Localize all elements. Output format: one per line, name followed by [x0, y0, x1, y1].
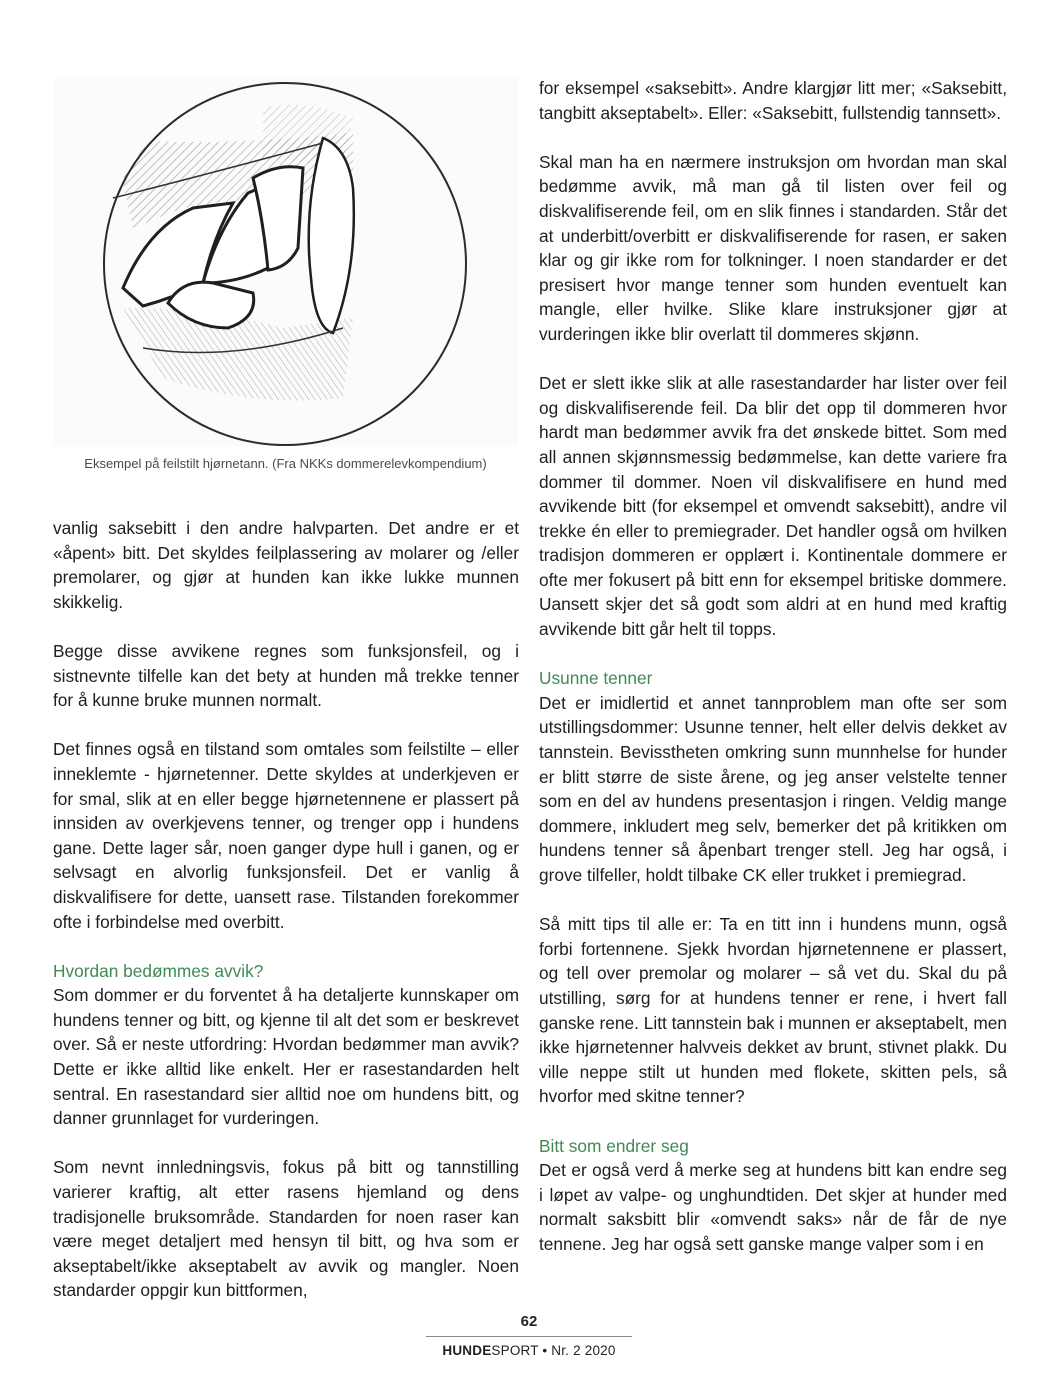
left-paragraph-2: Begge disse avvikene regnes som funksjonsfeil, og i sistnevnte tilfelle kan det bety at hunden må trekke tenner for å kunne bruke munnen normalt. — [53, 640, 519, 711]
right-paragraph-6: Det er også verd å merke seg at hundens bitt kan endre seg i løpet av valpe- og unghundtiden. Det skjer at hunder med normalt saksbitt blir «omvendt saks» når de får de nye tennene. Jeg har også sett ganske mange valper som i en — [539, 1160, 1007, 1254]
right-column — [539, 76, 1007, 1257]
magazine-footer — [0, 1343, 1058, 1358]
figure-caption: Eksempel på feilstilt hjørnetann. (Fra NKKs dommerelevkompendium) — [84, 456, 487, 471]
left-paragraph-1: vanlig saksebitt i den andre halvparten. Det andre er et «åpent» bitt. Det skyldes feilplassering av molarer og /eller premolarer, og gjør at hunden kan ikke lukke munnen skikkelig. — [53, 518, 519, 612]
magazine-name-bold: HUNDE — [442, 1343, 492, 1358]
magazine-name-regular: SPORT — [491, 1343, 539, 1358]
footer-divider — [426, 1336, 632, 1337]
right-paragraph-5: Så mitt tips til alle er: Ta en titt inn i hundens munn, også forbi fortennene. Sjekk hvordan hjørnetennene er plassert, og tell over premolar og molarer – så vet du. Skal du på utstilling, sørg for at hundens tenner er rene, i hvert fall ganske rene. Litt tannstein bak i munnen er akseptabelt, men ikke hjørnetenner halvveis dekket av brunt, stivnet plakk. Du ville neppe stilt ut hunden med flokete, skitten pels, så hvorfor med skitne tenner? — [539, 914, 1007, 1107]
left-column — [53, 516, 519, 1303]
right-paragraph-4: Det er imidlertid et annet tannproblem man ofte ser som utstillingsdommer: Usunne tenner, helt eller delvis dekket av tannstein. Bevisstheten omkring sunn munnhelse for hunder er blitt større de siste årene, og jeg anser velstelte tenner som en del av hundens presentasjon i ringen. Veldig mange dommere, inkludert meg selv, bemerker det på kritikken om hundens tenner så åpenbart trenger stell. Jeg har også, i grove tilfeller, holdt tilbake CK eller trukket i premiegrad. — [539, 692, 1007, 885]
issue-label: • Nr. 2 2020 — [538, 1343, 616, 1358]
left-paragraph-4: Som dommer er du forventet å ha detaljerte kunnskaper om hundens tenner og bitt, og kjenne til alt det som er beskrevet over. Så er neste utfordring: Hvordan bedømmer man avvik? Dette er ikke alltid like enkelt. Her er rasestandarden helt sentral. En rasestandard sier alltid noe om hundens bitt, og danner grunnlaget for vurderingen. — [53, 985, 519, 1129]
right-paragraph-1: for eksempel «saksebitt». Andre klargjør litt mer; «Saksebitt, tangbitt akseptabelt». Eller: «Saksebitt, fullstendig tannsett». — [539, 78, 1007, 123]
left-paragraph-3: Det finnes også en tilstand som omtales som feilstilte – eller inneklemte - hjørnetenner. Dette skyldes at underkjeven er for smal, slik at en eller begge hjørnetennene er plassert på innsiden av overkjevens tenner, og trenger opp i hundens gane. Dette lager sår, noen ganger dype hull i ganen, og er selvsagt en alvorlig funksjonsfeil. Det er vanlig å diskvalifisere for dette, uansett rase. Tilstanden forekommer ofte i forbindelse med overbitt. — [53, 739, 519, 932]
left-paragraph-5: Som nevnt innledningsvis, fokus på bitt og tannstilling varierer kraftig, alt etter rasens hjemland og dens tradisjonelle bruksområde. Standarden for noen raser kan være meget detaljert med hensyn til bitt, og hva som er akseptabelt/ikke akseptabelt av avvik og mangler. Noen standarder oppgir kun bittformen, — [53, 1157, 519, 1301]
subheading-usunne-tenner: Usunne tenner — [539, 668, 653, 689]
right-paragraph-2: Skal man ha en nærmere instruksjon om hvordan man skal bedømme avvik, må man gå til listen over feil og diskvalifiserende feil, om en slik finnes i standarden. Står det at underbitt/overbitt er diskvalifiserende for rasen, er saken klar og gir ikke rom for tolkninger. I noen standarder er det presisert hvor mange tenner som hunden eventuelt kan mangle, eller hvilke. Slike klare instruksjoner gjør at vurderingen ikke blir overlatt til dommeres skjønn. — [539, 151, 1007, 344]
subheading-hvordan-bedommes: Hvordan bedømmes avvik? — [53, 960, 264, 981]
subheading-bitt-som-endrer-seg: Bitt som endrer seg — [539, 1135, 689, 1156]
right-paragraph-3: Det er slett ikke slik at alle rasestandarder har lister over feil og diskvalifiserende feil. Da blir det opp til dommeren hvor hardt man bedømmer avvik fra det ønskede bittet. Som med all annen skjønnsmessig bedømmelse, kan dette variere fra dommer til dommer. Noen vil diskvalifisere en hund med avvikende bitt (for eksempel et omvendt saksebitt), andre vil trekke én eller to premiegrader. Det handler også om hvilken tradisjon dommeren er opplært i. Kontinentale dommere er ofte mer fokusert på bitt enn for eksempel britiske dommere. Uansett skjer det så godt som aldri at en hund med kraftig avvikende bitt går helt til topps. — [539, 373, 1007, 640]
page-number: 62 — [520, 1313, 538, 1330]
misplaced-canine-sketch — [53, 78, 518, 446]
figure-illustration — [53, 78, 518, 446]
